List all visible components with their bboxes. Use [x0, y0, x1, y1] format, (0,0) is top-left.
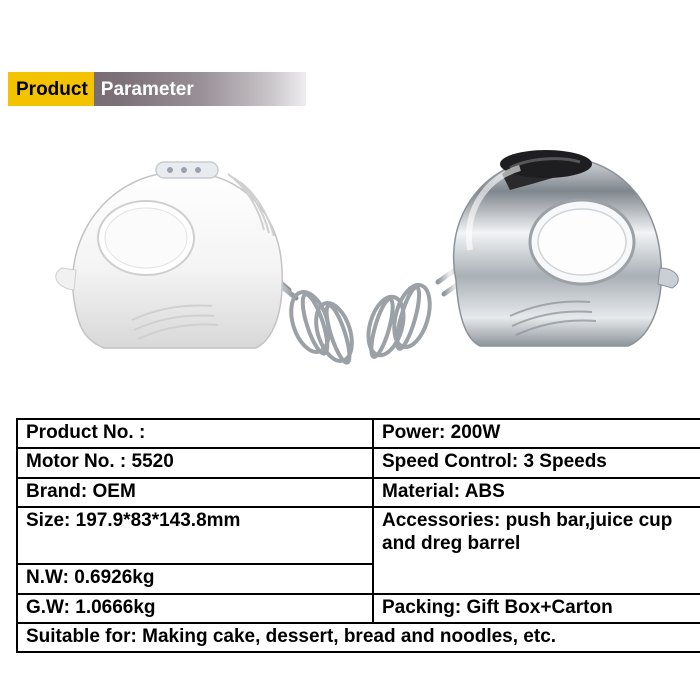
chrome-hand-mixer-image — [360, 130, 685, 385]
banner-rest-label: Parameter — [100, 78, 194, 100]
cell-gross-weight: G.W: 1.0666kg — [17, 594, 373, 623]
product-parameter-banner — [8, 72, 306, 106]
table-row — [17, 623, 700, 652]
banner-rest — [94, 72, 194, 106]
cell-packing: Packing: Gift Box+Carton — [373, 594, 700, 623]
banner-highlight — [8, 72, 94, 106]
product-parameter-table — [16, 418, 700, 653]
table-row — [17, 594, 700, 623]
cell-motor-no: Motor No. : 5520 — [17, 448, 373, 477]
banner-highlight-label: Product — [16, 78, 88, 100]
cell-speed-control: Speed Control: 3 Speeds — [373, 448, 700, 477]
product-photo-area — [0, 120, 700, 410]
table-row — [17, 507, 700, 564]
table-row — [17, 419, 700, 448]
cell-material: Material: ABS — [373, 478, 700, 507]
cell-suitable-for: Suitable for: Making cake, dessert, bread and noodles, etc. — [17, 623, 700, 652]
cell-brand: Brand: OEM — [17, 478, 373, 507]
cell-power: Power: 200W — [373, 419, 700, 448]
cell-product-no: Product No. : — [17, 419, 373, 448]
table-row — [17, 448, 700, 477]
table-row — [17, 478, 700, 507]
cell-net-weight: N.W: 0.6926kg — [17, 564, 373, 593]
cell-accessories: Accessories: push bar,juice cup and dreg barrel — [373, 507, 700, 593]
white-hand-mixer-image — [34, 140, 354, 385]
cell-size: Size: 197.9*83*143.8mm — [17, 507, 373, 564]
